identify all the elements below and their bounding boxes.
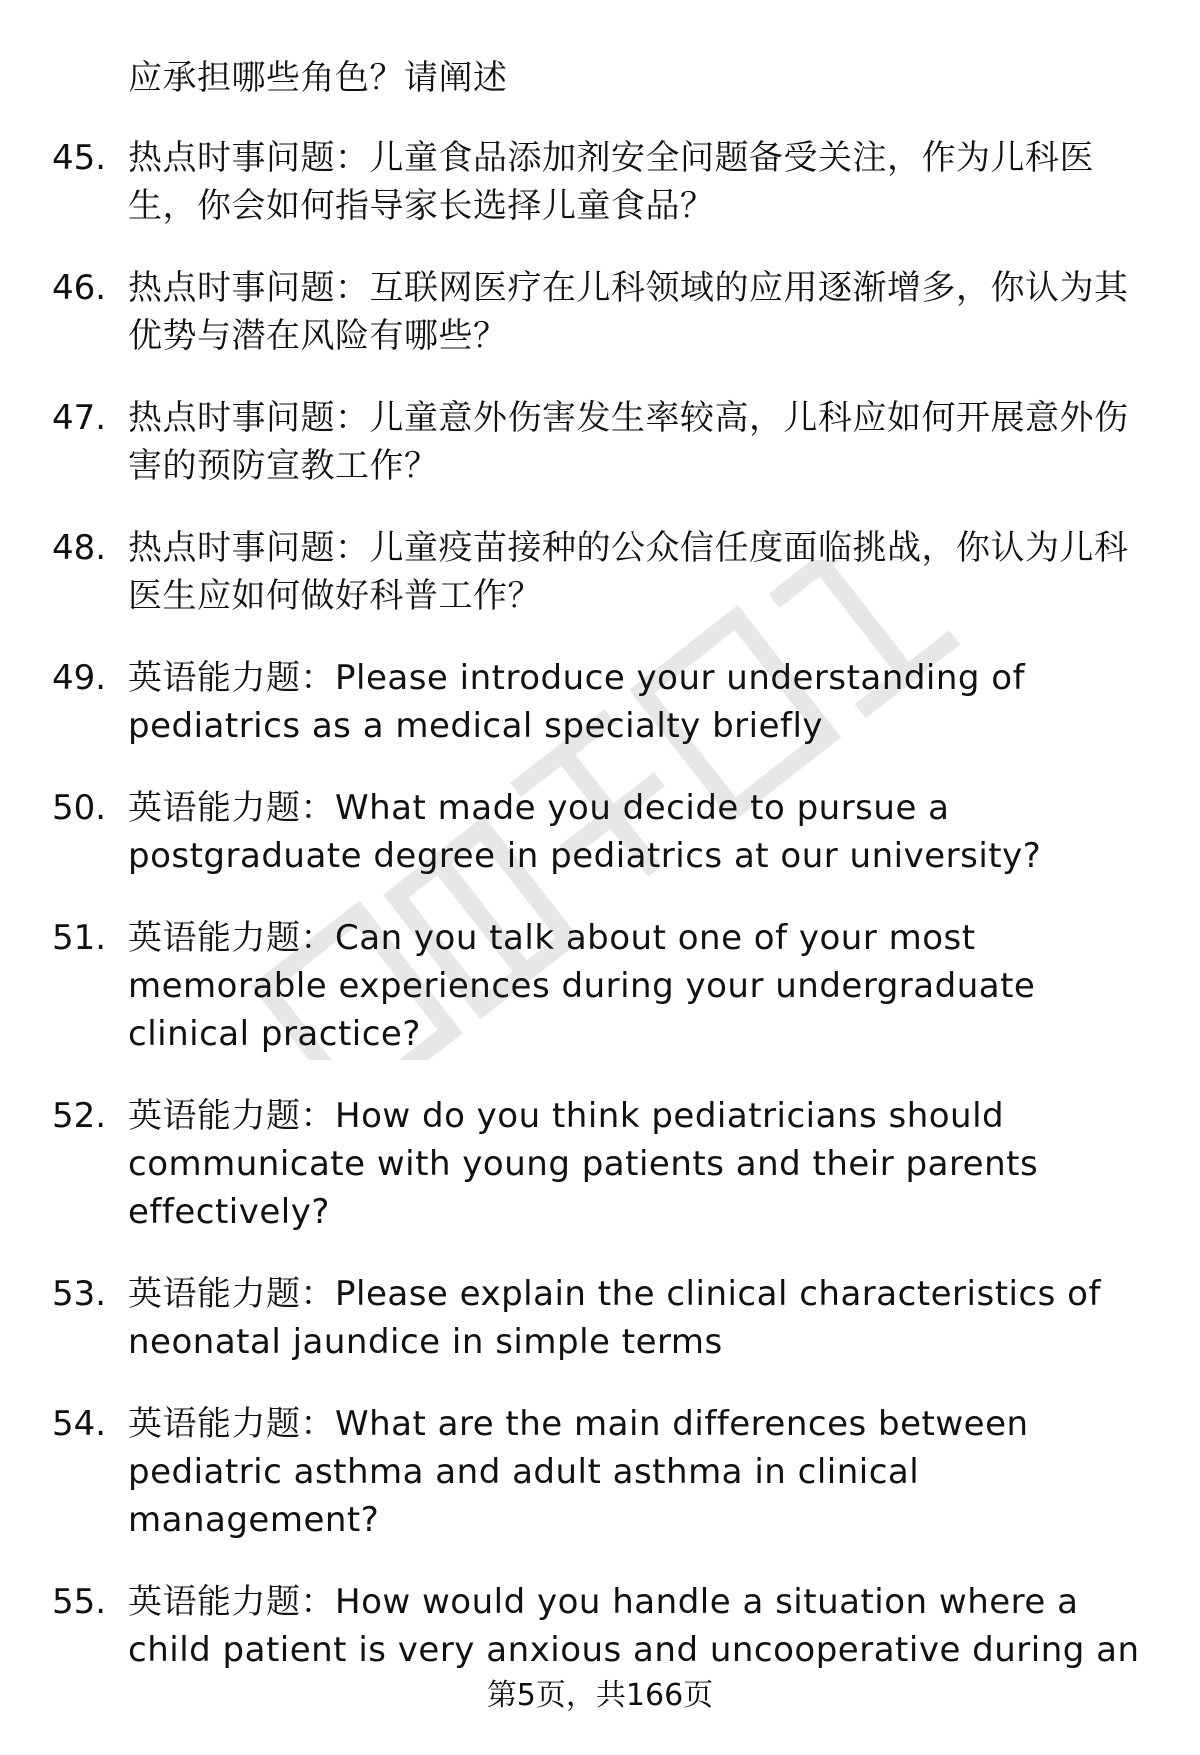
question-text: 热点时事问题：儿童意外伤害发生率较高，儿科应如何开展意外伤害的预防宣教工作？ (128, 398, 1129, 486)
list-item (0, 1092, 1148, 1236)
question-number: 53. (52, 1274, 107, 1314)
list-item (0, 524, 1148, 620)
question-number: 49. (52, 658, 107, 698)
question-text: 热点时事问题：互联网医疗在儿科领域的应用逐渐增多，你认为其优势与潜在风险有哪些？ (128, 268, 1129, 356)
content-area (0, 54, 1200, 1708)
list-item (0, 394, 1148, 490)
question-number: 55. (52, 1582, 107, 1622)
question-number: 48. (52, 528, 107, 568)
page-footer: 第5页，共166页 (486, 1678, 714, 1713)
question-number: 51. (52, 918, 107, 958)
question-text: 英语能力题：What made you decide to pursue a postgraduate degree in pediatrics at our university? (128, 788, 1042, 876)
list-item (0, 1270, 1148, 1366)
question-number: 45. (52, 138, 107, 178)
list-item (0, 1400, 1148, 1544)
question-text: 热点时事问题：儿童食品添加剂安全问题备受关注，作为儿科医生，你会如何指导家长选择儿童食品？ (128, 138, 1094, 226)
question-list (0, 134, 1200, 1674)
list-item (0, 784, 1148, 880)
question-number: 46. (52, 268, 107, 308)
question-text: 英语能力题：What are the main differences between pediatric asthma and adult asthma in clinical management? (128, 1404, 1029, 1540)
question-text: 英语能力题：Please introduce your understanding of pediatrics as a medical specialty briefly (128, 658, 1026, 746)
question-text: 热点时事问题：儿童疫苗接种的公众信任度面临挑战，你认为儿科医生应如何做好科普工作？ (128, 528, 1129, 616)
continued-question-text: 应承担哪些角色？请阐述 (128, 58, 508, 98)
list-item (0, 134, 1148, 230)
question-number: 47. (52, 398, 107, 438)
question-text: 英语能力题：How would you handle a situation where a child patient is very anxious and uncooperative during an (128, 1582, 1140, 1670)
list-item (0, 264, 1148, 360)
question-text: 英语能力题：How do you think pediatricians should communicate with young patients and their parents effectively? (128, 1096, 1039, 1232)
question-number: 54. (52, 1404, 107, 1444)
question-text: 英语能力题：Can you talk about one of your most memorable experiences during your undergraduate clinical practice? (128, 918, 1036, 1054)
list-item (0, 1578, 1148, 1674)
list-item (0, 914, 1148, 1058)
list-item (0, 654, 1148, 750)
question-text: 英语能力题：Please explain the clinical characteristics of neonatal jaundice in simple terms (128, 1274, 1101, 1362)
question-number: 52. (52, 1096, 107, 1136)
question-number: 50. (52, 788, 107, 828)
